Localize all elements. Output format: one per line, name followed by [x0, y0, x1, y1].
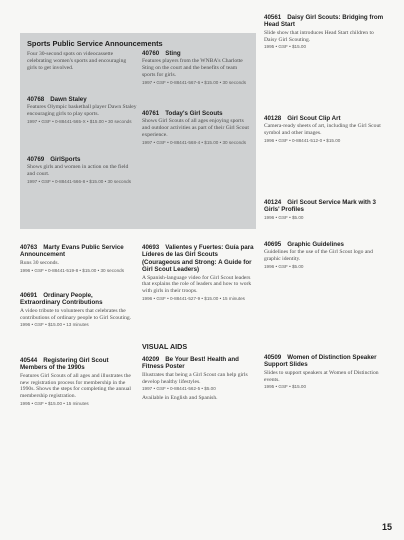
- entry-meta: 1996 • GSF • $5.00: [264, 264, 304, 269]
- entry-meta: 1995 • GSF • $15.00: [264, 384, 307, 390]
- entry-meta: 1996 • GSF • $15.00 • 13 minutes: [20, 322, 89, 328]
- entry-code: 40561: [264, 14, 282, 21]
- entry-meta: 1997 • GSF • 0-88441-562-5 • $5.00: [142, 386, 216, 392]
- entry-code: 40693: [142, 244, 160, 251]
- entry-meta: 1997 • GSF • 0-88441-566-8 • $15.00 • 30 seconds: [27, 179, 131, 184]
- entry-code: 40509: [264, 354, 282, 361]
- entry-title: Daisy Girl Scouts: Bridging from Head Start: [264, 14, 384, 29]
- entry-code: 40695: [264, 241, 282, 248]
- entry-title: Marty Evans Public Service Announcement: [20, 244, 124, 259]
- entry-title: Today's Girl Scouts: [165, 110, 223, 117]
- entry-40763: [20, 244, 134, 273]
- entry-meta: 1997 • GSF • 0-88441-567-6 • $15.00 • 30 seconds: [142, 79, 246, 85]
- entry-body: Runs 30 seconds.: [20, 259, 60, 266]
- entry-title: Sting: [165, 50, 181, 57]
- box-entry-40768: [27, 96, 137, 125]
- entry-body: Features Olympic basketball player Dawn Staley encouraging girls to play sports.: [27, 104, 137, 118]
- entry-body: Illustrates that being a Girl Scout can help girls develop healthy lifestyles.: [142, 371, 248, 385]
- entry-40561: [264, 14, 384, 50]
- entry-title: Valientes y Fuertes: Guía para Líderes de las Girl Scouts (Courageous and Strong: A Guide for Girl Scout Leaders): [142, 244, 254, 274]
- entry-body: Guidelines for the use of the Girl Scout logo and graphic identity.: [264, 249, 373, 263]
- entry-code: 40761: [142, 110, 160, 117]
- box-entry-40760: [142, 50, 250, 86]
- entry-code: 40544: [20, 357, 38, 364]
- entry-meta: 1997 • GSF • 0-88441-565-X • $15.00 • 30 seconds: [27, 119, 132, 124]
- entry-code: 40124: [264, 199, 282, 206]
- entry-40124: [264, 199, 384, 221]
- entry-body: Features Girl Scouts of all ages and illustrates the new registration process for membership in the 1990s. Shows the steps for completing the annual membership registration.: [20, 372, 131, 400]
- entry-title: Dawn Staley: [50, 96, 87, 103]
- entry-code: 40763: [20, 244, 38, 251]
- entry-title: Girl Scout Clip Art: [287, 115, 341, 122]
- entry-meta: 1996 • GSF • 0-88441-512-0 • $15.00: [264, 138, 341, 143]
- entry-meta: 1997 • GSF • 0-88441-568-4 • $15.00 • 30 seconds: [142, 139, 246, 145]
- entry-extra-note: Available in English and Spanish.: [142, 395, 218, 402]
- entry-body: Features players from the WNBA's Charlotte Sting on the court and the benefits of team sports for girls.: [142, 58, 243, 78]
- entry-body: A video tribute to volunteers that celebrates the contributions of ordinary people to Girl Scouting.: [20, 307, 132, 321]
- entry-meta: 1995 • GSF • $15.00 • 15 minutes: [20, 401, 89, 406]
- entry-40128: [264, 115, 384, 144]
- entry-title: Registering Girl Scout Members of the 1990s: [20, 357, 109, 372]
- entry-body: Shows Girl Scouts of all ages enjoying sports and outdoor activities as part of their Girl Scout experience.: [142, 118, 249, 138]
- entry-title: GirlSports: [50, 156, 81, 163]
- entry-meta: 1996 • GSF • $5.00: [264, 214, 304, 220]
- entry-40691: [20, 292, 134, 328]
- visual-aids-heading: VISUAL AIDS: [142, 342, 188, 351]
- box-intro: Four 30-second spots on videocassette celebrating women's sports and encouraging girls to get involved.: [27, 51, 127, 71]
- entry-meta: 1995 • GSF • $15.00: [264, 44, 307, 50]
- entry-title: Girl Scout Service Mark with 3 Girls' Profiles: [264, 199, 376, 214]
- entry-code: 40768: [27, 96, 45, 103]
- entry-40209: [142, 356, 256, 402]
- box-entry-40769: [27, 156, 137, 185]
- entry-code: 40769: [27, 156, 45, 163]
- entry-code: 40691: [20, 292, 38, 299]
- entry-code: 40760: [142, 50, 160, 57]
- box-title: Sports Public Service Announcements: [27, 39, 163, 48]
- entry-body: A Spanish-language video for Girl Scout leaders that explains the role of leaders and how to work with girls in their troops.: [142, 274, 252, 295]
- entry-meta: 1996 • GSF • 0-88441-527-9 • $15.00 • 15 minutes: [142, 296, 245, 302]
- entry-title: Women of Distinction Speaker Support Slides: [264, 354, 377, 369]
- box-entry-40761: [142, 110, 250, 146]
- entry-title: Graphic Guidelines: [287, 241, 344, 248]
- entry-body: Slide show that introduces Head Start children to Daisy Girl Scouting.: [264, 29, 374, 43]
- entry-title: Be Your Best! Health and Fitness Poster: [142, 356, 239, 371]
- entry-body: Slides to support speakers at Women of Distinction events.: [264, 369, 379, 383]
- entry-40695: [264, 241, 384, 270]
- entry-title: Ordinary People, Extraordinary Contributions: [20, 292, 103, 307]
- entry-body: Camera-ready sheets of art, including the Girl Scout symbol and other images.: [264, 123, 381, 137]
- entry-40693: [142, 244, 256, 302]
- entry-meta: 1996 • GSF • 0-88441-519-8 • $15.00 • 30 seconds: [20, 267, 124, 273]
- page-number: 15: [381, 522, 392, 532]
- entry-code: 40128: [264, 115, 282, 122]
- entry-code: 40209: [142, 356, 160, 363]
- entry-40544: [20, 357, 134, 407]
- entry-40509: [264, 354, 384, 390]
- entry-body: Shows girls and women in action on the field and court.: [27, 164, 129, 178]
